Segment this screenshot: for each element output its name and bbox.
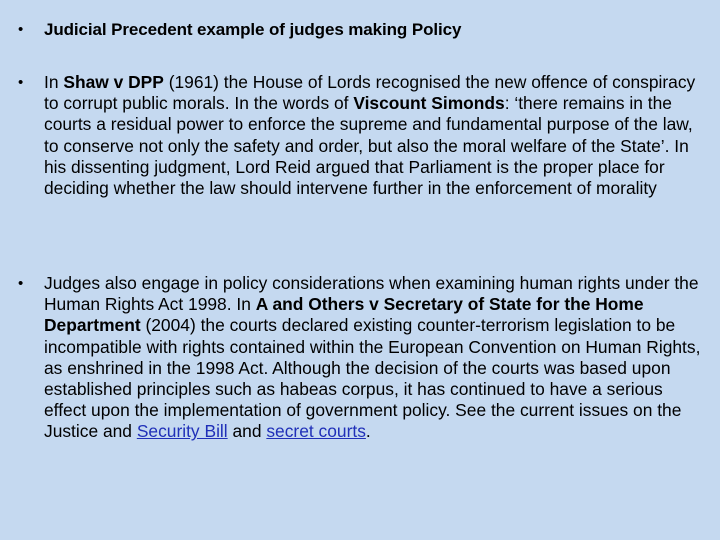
bullet-text [44, 72, 702, 199]
text-segment: and [227, 421, 267, 442]
bullet-heading [18, 19, 702, 40]
text-segment: (2004) the courts declared existing counter-terrorism legislation to be incompatible with rights contained within the European Convention on Human Rights, as enshrined in the 1998 Act. Although the decision of the courts was based upon established principles such as habeas corpus, it has continued to have a serious effect upon the implementation of government policy. See the current issues on the Justice and [44, 315, 701, 442]
text-segment: Judges also engage in policy considerations when examining human rights under the Human Rights Act 1998. In [44, 273, 699, 315]
bullet-dot: • [18, 275, 24, 292]
text-segment: In [44, 72, 64, 92]
speaker-name: Viscount Simonds [353, 93, 505, 114]
text-segment: (1961) the House of Lords recognised the new offence of conspiracy to corrupt public morals. In the words of [44, 72, 696, 114]
text-segment: . [365, 421, 371, 442]
text-segment: : ‘there remains in the courts a residual power to enforce the supreme and fundamental purpose of the law, to conserve not only the safety and order, but also the moral welfare of the State’. In his dissenting judgment, Lord Reid argued that Parliament is the proper place for deciding whether the law should intervene further in the enforcement of morality [44, 93, 693, 199]
bullet-text [44, 273, 702, 443]
bullet-human-rights [18, 273, 702, 443]
bullet-dot: • [18, 21, 24, 38]
case-name: Shaw v DPP [63, 72, 164, 92]
case-name: A and Others v Secretary of State for the Home Department [44, 294, 644, 336]
heading-text: Judicial Precedent example of judges making Policy [44, 20, 462, 39]
secret-courts-link[interactable]: secret courts [266, 421, 366, 442]
security-bill-link[interactable]: Security Bill [136, 421, 228, 442]
bullet-dot: • [18, 74, 24, 91]
bullet-text [44, 19, 702, 40]
bullet-shaw-v-dpp [18, 72, 702, 199]
